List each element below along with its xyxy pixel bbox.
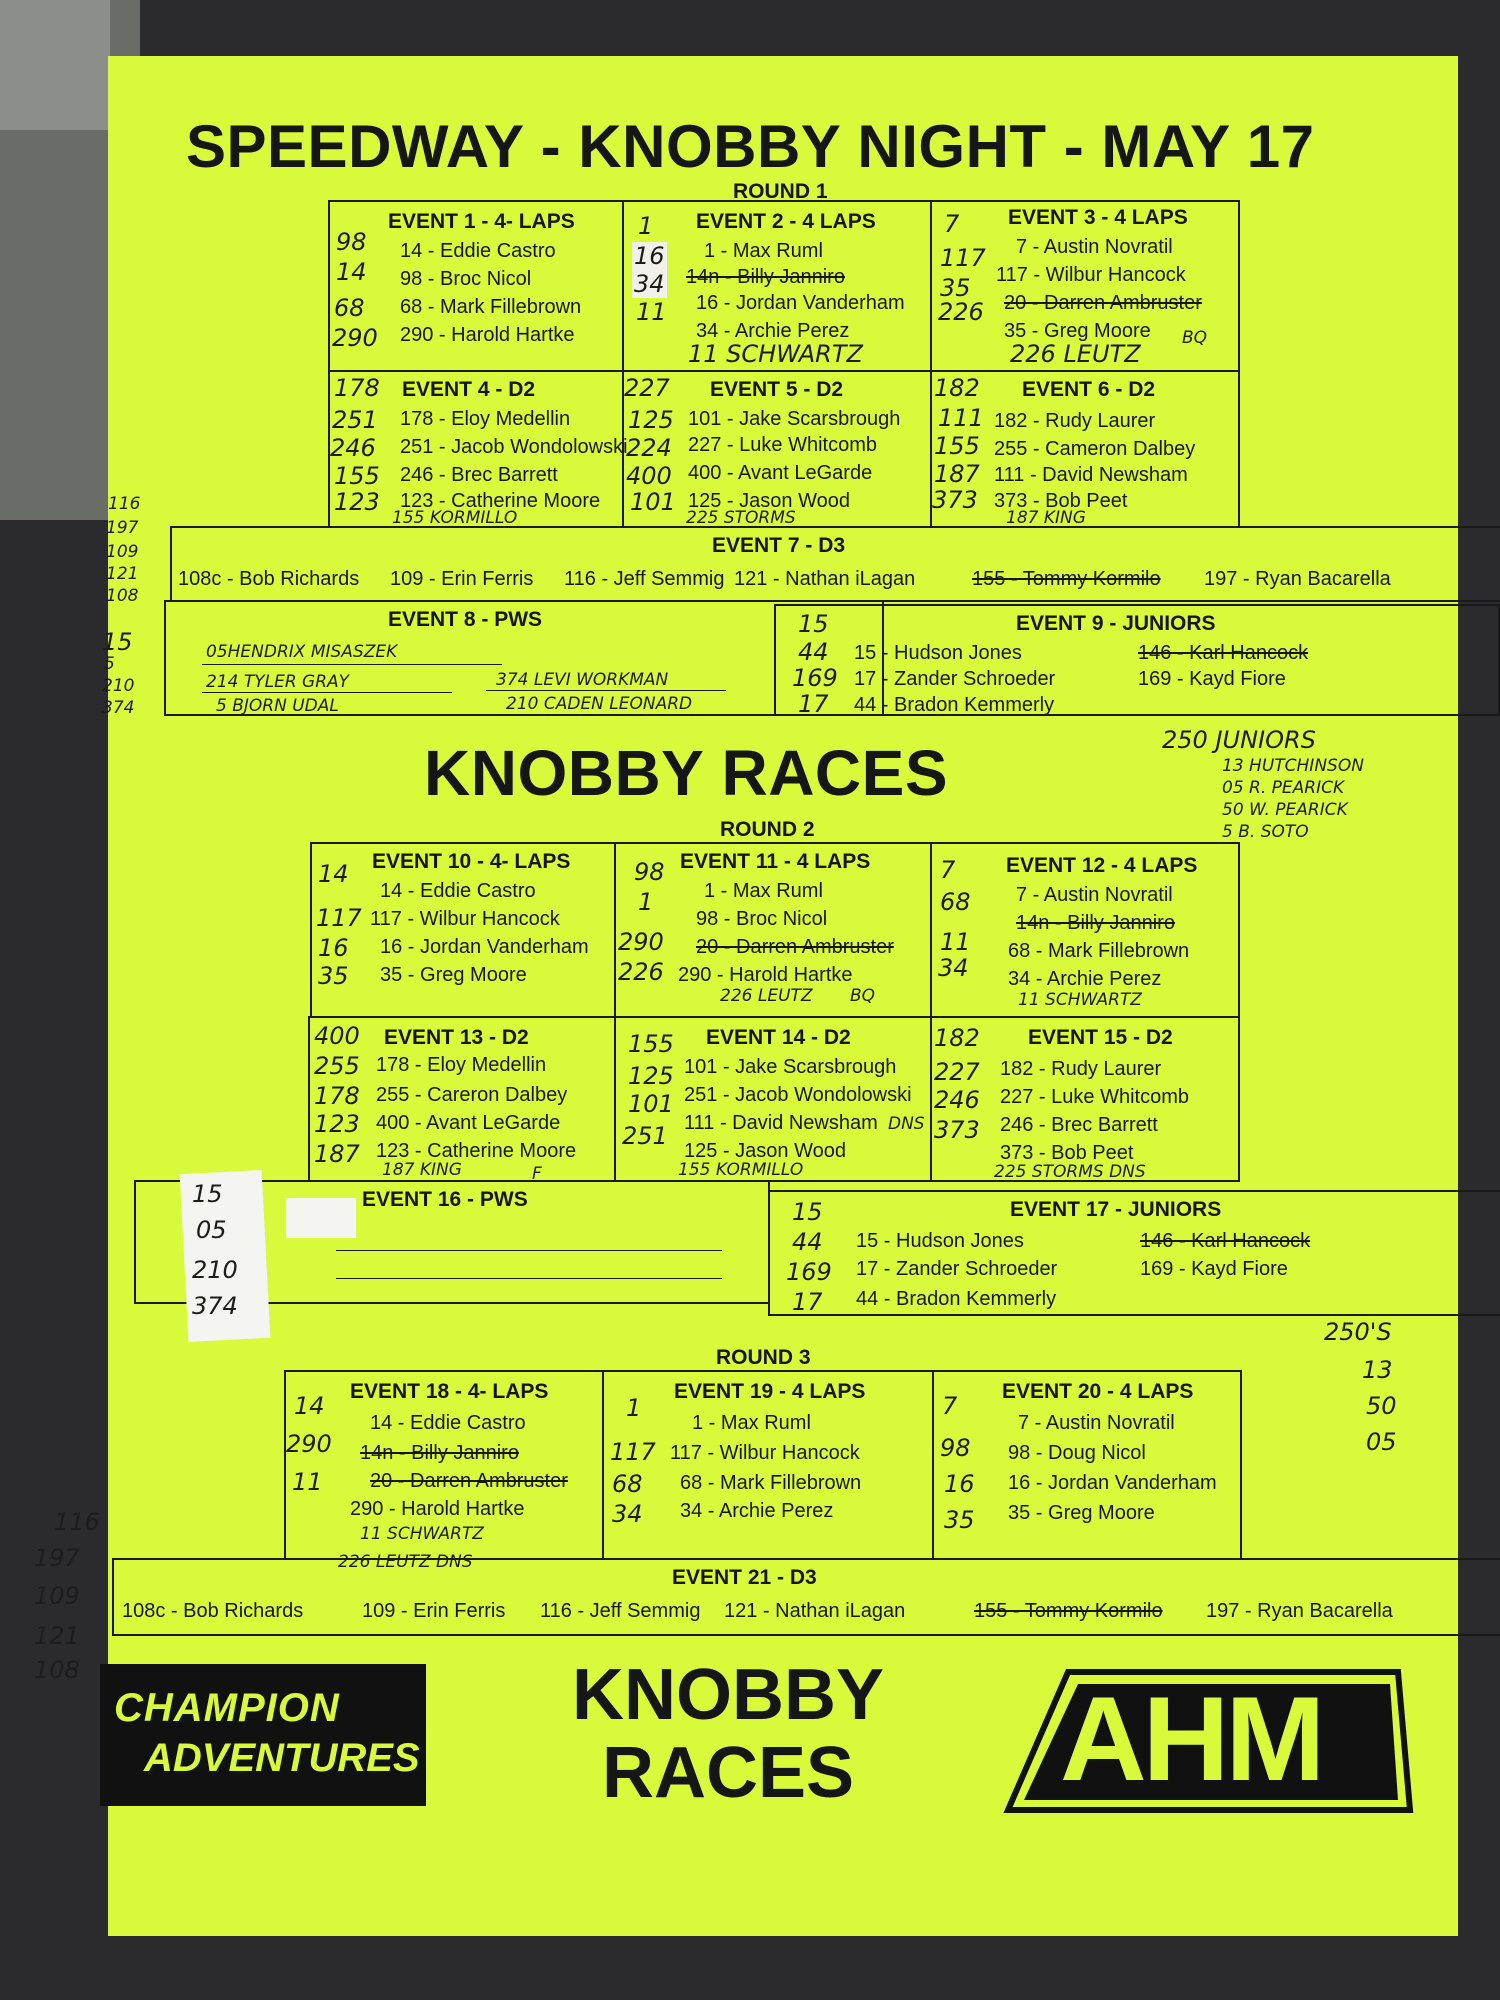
event-11-rider-scratched: 20 - Darren Ambruster: [696, 936, 894, 958]
champion-adventures-logo-line2: ADVENTURES: [144, 1736, 420, 1780]
section-title: KNOBBY RACES: [424, 737, 948, 809]
event-13-title: EVENT 13 - D2: [384, 1026, 529, 1049]
event-16-handwritten: 210: [192, 1256, 238, 1284]
event-7-rider: 116 - Jeff Semmig: [564, 568, 725, 590]
event-7-title: EVENT 7 - D3: [712, 534, 846, 557]
background-deck: [0, 0, 110, 130]
event-17-box: [768, 1190, 1500, 1316]
event-6-rider: 182 - Rudy Laurer: [994, 410, 1156, 432]
event-7-rider: 121 - Nathan iLagan: [734, 568, 916, 590]
event-17-handwritten: 17: [792, 1288, 823, 1316]
event-16-handwritten: 15: [192, 1180, 223, 1208]
event-13-rider: 255 - Careron Dalbey: [376, 1084, 568, 1106]
event-1-box: [328, 200, 624, 372]
event-12-handwritten: 68: [940, 888, 971, 916]
event-13-handwritten: 255: [314, 1052, 360, 1080]
event-1-handwritten: 290: [332, 324, 378, 352]
event-9-rider: 17 - Zander Schroeder: [854, 668, 1056, 690]
event-18-title: EVENT 18 - 4- LAPS: [350, 1380, 549, 1403]
event-11-box: [614, 842, 932, 1018]
event-11-handwritten: 98: [634, 858, 665, 886]
event-2-handwritten: 16: [634, 242, 665, 270]
event-2-rider: 16 - Jordan Vanderham: [696, 292, 905, 314]
event-14-box: [614, 1016, 932, 1182]
event-1-rider: 68 - Mark Fillebrown: [400, 296, 582, 318]
event-20-handwritten: 16: [944, 1470, 975, 1498]
event-17-handwritten: 169: [786, 1258, 832, 1286]
event-15-title: EVENT 15 - D2: [1028, 1026, 1173, 1049]
event-12-title: EVENT 12 - 4 LAPS: [1006, 854, 1198, 877]
event-11-handwritten: 226: [618, 958, 664, 986]
event-8-title: EVENT 8 - PWS: [388, 608, 543, 631]
event-21-margin-number: 109: [34, 1582, 80, 1610]
footer-title-line1: KNOBBY: [571, 1655, 884, 1735]
event-6-rider: 111 - David Newsham: [994, 464, 1188, 486]
event-7-margin-number: 108: [106, 586, 139, 606]
round-2-label: ROUND 2: [720, 818, 815, 841]
event-21-rider: 116 - Jeff Semmig: [540, 1600, 701, 1622]
event-4-handwritten: 178: [334, 374, 380, 402]
event-6-rider: 373 - Bob Peet: [994, 490, 1128, 512]
event-5-rider: 227 - Luke Whitcomb: [688, 434, 877, 456]
event-13-handwritten: 400: [314, 1022, 360, 1050]
event-19-handwritten: 117: [610, 1438, 656, 1466]
event-20-rider: 98 - Doug Nicol: [1008, 1442, 1146, 1464]
event-9-rider: 44 - Bradon Kemmerly: [854, 694, 1055, 716]
event-21-rider-scratched: 155 - Tommy Kormilo: [974, 1600, 1163, 1622]
event-10-rider: 14 - Eddie Castro: [380, 880, 536, 902]
event-2-rider-scratched: 14n - Billy Janniro: [686, 266, 845, 288]
event-20-box: [932, 1370, 1242, 1560]
event-5-rider: 125 - Jason Wood: [688, 490, 850, 512]
juniors-count-note: 13: [1362, 1356, 1393, 1384]
event-5-handwritten: 400: [626, 462, 672, 490]
event-10-handwritten: 16: [318, 934, 349, 962]
event-14-rider: 101 - Jake Scarsbrough: [684, 1056, 897, 1078]
event-6-handwritten: 155: [934, 432, 980, 460]
round-3-label: ROUND 3: [716, 1346, 811, 1369]
event-1-rider: 98 - Broc Nicol: [400, 268, 532, 290]
event-1-handwritten: 68: [334, 294, 365, 322]
event-7-rider-scratched: 155 - Tommy Kormilo: [972, 568, 1161, 590]
event-21-rider: 197 - Ryan Bacarella: [1206, 1600, 1393, 1622]
event-15-rider: 246 - Brec Barrett: [1000, 1114, 1158, 1136]
event-1-rider: 14 - Eddie Castro: [400, 240, 556, 262]
event-13-note: F: [532, 1164, 542, 1184]
event-21-title: EVENT 21 - D3: [672, 1566, 817, 1589]
event-20-rider: 16 - Jordan Vanderham: [1008, 1472, 1217, 1494]
event-21-margin-number: 116: [54, 1508, 100, 1536]
juniors-note-line: 250 JUNIORS: [1162, 726, 1316, 754]
event-9-rider: 15 - Hudson Jones: [854, 642, 1022, 664]
event-4-handwritten: 155: [334, 462, 380, 490]
event-4-rider: 251 - Jacob Wondolowski: [400, 436, 628, 458]
event-14-handwritten: 251: [622, 1122, 668, 1150]
event-3-rider-scratched: 20 - Darren Ambruster: [1004, 292, 1202, 314]
event-12-handwritten: 7: [940, 856, 956, 884]
event-18-added-rider: 11 SCHWARTZ: [360, 1524, 484, 1544]
event-1-title: EVENT 1 - 4- LAPS: [388, 210, 575, 233]
event-8-handwritten-rider: 374 LEVI WORKMAN: [496, 670, 669, 690]
event-3-handwritten: 35: [940, 274, 971, 302]
event-21-margin-number: 108: [34, 1656, 80, 1684]
event-5-handwritten: 224: [626, 434, 672, 462]
event-14-rider: 111 - David Newsham: [684, 1112, 878, 1134]
ahm-logo-text: AHM: [1060, 1672, 1322, 1806]
event-6-handwritten: 187: [934, 460, 980, 488]
event-8-handwritten-rider: 210 CADEN LEONARD: [506, 694, 693, 714]
event-12-rider: 34 - Archie Perez: [1008, 968, 1162, 990]
event-3-title: EVENT 3 - 4 LAPS: [1008, 206, 1188, 229]
event-20-title: EVENT 20 - 4 LAPS: [1002, 1380, 1194, 1403]
flyer-sheet: [34, 56, 1458, 1936]
event-1-rider: 290 - Harold Hartke: [400, 324, 575, 346]
event-15-rider: 182 - Rudy Laurer: [1000, 1058, 1162, 1080]
event-14-handwritten: 101: [628, 1090, 674, 1118]
event-15-box: [930, 1016, 1240, 1182]
event-17-handwritten: 15: [792, 1198, 823, 1226]
event-16-entry-line: [486, 1278, 722, 1279]
event-19-rider: 1 - Max Ruml: [692, 1412, 811, 1434]
event-11-handwritten: 290: [618, 928, 664, 956]
event-4-handwritten: 123: [334, 488, 380, 516]
event-13-handwritten: 123: [314, 1110, 360, 1138]
event-11-handwritten: 1: [638, 888, 654, 916]
event-13-handwritten: 178: [314, 1082, 360, 1110]
event-8-entry-line: [202, 692, 452, 693]
event-11-rider: 1 - Max Ruml: [704, 880, 823, 902]
event-1-handwritten: 98: [336, 228, 367, 256]
event-2-title: EVENT 2 - 4 LAPS: [696, 210, 876, 233]
event-2-handwritten: 11: [636, 298, 667, 326]
event-15-handwritten: 246: [934, 1086, 980, 1114]
event-19-title: EVENT 19 - 4 LAPS: [674, 1380, 866, 1403]
event-11-added-rider: 226 LEUTZ: [720, 986, 813, 1006]
event-7-margin-number: 109: [106, 542, 139, 562]
event-8-entry-line: [486, 690, 726, 691]
event-20-handwritten: 7: [942, 1392, 958, 1420]
event-11-note: BQ: [850, 986, 876, 1006]
champion-adventures-logo-line1: CHAMPION: [114, 1686, 340, 1730]
event-5-rider: 101 - Jake Scarsbrough: [688, 408, 901, 430]
event-11-rider: 290 - Harold Hartke: [678, 964, 853, 986]
event-4-title: EVENT 4 - D2: [402, 378, 536, 401]
event-16-tape: [286, 1198, 356, 1238]
event-15-rider: 227 - Luke Whitcomb: [1000, 1086, 1189, 1108]
event-9-handwritten: 44: [798, 638, 829, 666]
event-18-handwritten: 11: [292, 1468, 323, 1496]
event-2-rider: 34 - Archie Perez: [696, 320, 850, 342]
event-5-added-rider: 225 STORMS: [686, 508, 796, 528]
event-4-handwritten: 246: [330, 434, 376, 462]
event-14-title: EVENT 14 - D2: [706, 1026, 851, 1049]
event-4-rider: 123 - Catherine Moore: [400, 490, 601, 512]
event-14-handwritten: 125: [628, 1062, 674, 1090]
event-6-handwritten: 111: [938, 404, 984, 432]
event-5-handwritten: 227: [624, 374, 670, 402]
event-19-box: [602, 1370, 934, 1560]
event-8-margin-number: 374: [102, 698, 135, 718]
juniors-note-line: 50 W. PEARICK: [1222, 800, 1348, 820]
event-10-title: EVENT 10 - 4- LAPS: [372, 850, 571, 873]
event-12-rider: 7 - Austin Novratil: [1016, 884, 1173, 906]
event-4-box: [328, 370, 628, 528]
event-21-margin-number: 197: [34, 1544, 80, 1572]
event-6-added-rider: 187 KING: [1006, 508, 1086, 528]
event-17-rider: 15 - Hudson Jones: [856, 1230, 1024, 1252]
event-3-handwritten: 226: [938, 298, 984, 326]
event-17-rider-scratched: 146 - Karl Hancock: [1140, 1230, 1311, 1252]
event-15-rider: 373 - Bob Peet: [1000, 1142, 1134, 1164]
event-17-rider: 17 - Zander Schroeder: [856, 1258, 1058, 1280]
event-19-handwritten: 1: [626, 1394, 642, 1422]
event-19-rider: 117 - Wilbur Hancock: [670, 1442, 860, 1464]
event-11-rider: 98 - Broc Nicol: [696, 908, 828, 930]
event-5-rider: 400 - Avant LeGarde: [688, 462, 873, 484]
event-16-entry-line: [336, 1250, 496, 1251]
event-16-entry-line: [336, 1278, 496, 1279]
event-13-box: [308, 1016, 616, 1182]
event-15-handwritten: 182: [934, 1024, 980, 1052]
event-17-handwritten: 44: [792, 1228, 823, 1256]
event-15-added-rider: 225 STORMS DNS: [994, 1162, 1146, 1182]
juniors-count-note: 250'S: [1324, 1318, 1392, 1346]
event-10-rider: 117 - Wilbur Hancock: [370, 908, 560, 930]
event-16-handwritten: 374: [192, 1292, 238, 1320]
event-13-added-rider: 187 KING: [382, 1160, 462, 1180]
event-20-rider: 35 - Greg Moore: [1008, 1502, 1155, 1524]
juniors-count-note: 50: [1366, 1392, 1397, 1420]
event-21-box: [112, 1558, 1500, 1636]
event-17-rider: 169 - Kayd Fiore: [1140, 1258, 1288, 1280]
event-3-added-rider: 226 LEUTZ: [1010, 340, 1141, 368]
event-9-title: EVENT 9 - JUNIORS: [1016, 612, 1216, 635]
event-17-rider: 44 - Bradon Kemmerly: [856, 1288, 1057, 1310]
event-3-handwritten: 117: [940, 244, 986, 272]
event-2-box: [622, 200, 932, 372]
event-3-rider: 7 - Austin Novratil: [1016, 236, 1173, 258]
event-13-handwritten: 187: [314, 1140, 360, 1168]
event-1-handwritten: 14: [336, 258, 367, 286]
event-7-margin-number: 116: [108, 494, 141, 514]
event-5-box: [622, 370, 932, 528]
event-14-added-rider: 155 KORMILLO: [678, 1160, 804, 1180]
event-6-box: [930, 370, 1240, 528]
page-title: SPEEDWAY - KNOBBY NIGHT - MAY 17: [186, 113, 1315, 180]
event-6-handwritten: 373: [932, 486, 978, 514]
event-10-handwritten: 35: [318, 962, 349, 990]
event-18-added-rider: 226 LEUTZ DNS: [338, 1552, 473, 1572]
event-10-rider: 35 - Greg Moore: [380, 964, 527, 986]
event-2-handwritten: 1: [638, 212, 654, 240]
event-12-rider-scratched: 14n - Billy Janniro: [1016, 912, 1175, 934]
event-16-entry-line: [486, 1250, 722, 1251]
event-6-rider: 255 - Cameron Dalbey: [994, 438, 1196, 460]
footer-title: [548, 1656, 908, 1812]
event-10-handwritten: 14: [318, 860, 349, 888]
event-21-rider: 121 - Nathan iLagan: [724, 1600, 906, 1622]
ahm-logo: [998, 1660, 1418, 1820]
event-12-box: [930, 842, 1240, 1018]
event-19-handwritten: 34: [612, 1500, 643, 1528]
event-9-handwritten: 17: [798, 690, 829, 718]
event-7-rider: 197 - Ryan Bacarella: [1204, 568, 1391, 590]
event-20-rider: 7 - Austin Novratil: [1018, 1412, 1175, 1434]
event-15-handwritten: 373: [934, 1116, 980, 1144]
event-18-handwritten: 290: [286, 1430, 332, 1458]
event-6-handwritten: 182: [934, 374, 980, 402]
event-16-handwritten: 05: [196, 1216, 227, 1244]
event-8-margin-number: 210: [102, 676, 135, 696]
champion-adventures-logo: [100, 1664, 426, 1806]
event-18-rider-scratched: 14n - Billy Janniro: [360, 1442, 519, 1464]
event-14-rider: 125 - Jason Wood: [684, 1140, 846, 1162]
event-18-handwritten: 14: [294, 1392, 325, 1420]
event-18-rider: 290 - Harold Hartke: [350, 1498, 525, 1520]
event-10-handwritten: 117: [316, 904, 362, 932]
event-14-dns-note: DNS: [888, 1114, 925, 1134]
event-17-title: EVENT 17 - JUNIORS: [1010, 1198, 1222, 1221]
event-13-rider: 178 - Eloy Medellin: [376, 1054, 547, 1076]
event-18-rider-scratched: 20 - Darren Ambruster: [370, 1470, 568, 1492]
event-13-rider: 400 - Avant LeGarde: [376, 1112, 561, 1134]
event-8-margin-number: 15: [102, 628, 133, 656]
event-18-rider: 14 - Eddie Castro: [370, 1412, 526, 1434]
event-3-note: BQ: [1182, 328, 1208, 348]
juniors-note-line: 05 R. PEARICK: [1222, 778, 1345, 798]
juniors-count-note: 05: [1366, 1428, 1397, 1456]
event-7-margin-number: 197: [106, 518, 139, 538]
event-5-handwritten: 125: [628, 406, 674, 434]
event-3-rider: 117 - Wilbur Hancock: [996, 264, 1186, 286]
event-3-box: [930, 200, 1240, 372]
event-16-title: EVENT 16 - PWS: [362, 1188, 528, 1211]
event-7-margin-number: 121: [106, 564, 139, 584]
event-15-handwritten: 227: [934, 1058, 980, 1086]
event-4-rider: 178 - Eloy Medellin: [400, 408, 571, 430]
event-7-rider: 109 - Erin Ferris: [390, 568, 534, 590]
event-4-added-rider: 155 KORMILLO: [392, 508, 518, 528]
event-6-title: EVENT 6 - D2: [1022, 378, 1156, 401]
event-9-box: [774, 604, 1500, 716]
event-4-rider: 246 - Brec Barrett: [400, 464, 558, 486]
event-13-rider: 123 - Catherine Moore: [376, 1140, 577, 1162]
event-9-rider-scratched: 146 - Karl Hancock: [1138, 642, 1309, 664]
event-19-handwritten: 68: [612, 1470, 643, 1498]
event-5-handwritten: 101: [630, 488, 676, 516]
event-8-handwritten-rider: 214 TYLER GRAY: [206, 672, 350, 692]
footer-title-line2: RACES: [601, 1733, 855, 1813]
event-20-handwritten: 98: [940, 1434, 971, 1462]
event-2-rider: 1 - Max Ruml: [704, 240, 823, 262]
event-21-rider: 108c - Bob Richards: [122, 1600, 304, 1622]
event-12-handwritten: 34: [938, 954, 969, 982]
round-1-label: ROUND 1: [733, 180, 828, 203]
event-10-rider: 16 - Jordan Vanderham: [380, 936, 589, 958]
event-2-handwritten: 34: [634, 270, 665, 298]
event-5-title: EVENT 5 - D2: [710, 378, 844, 401]
event-12-added-rider: 11 SCHWARTZ: [1018, 990, 1142, 1010]
event-4-handwritten: 251: [332, 406, 378, 434]
event-8-handwritten-rider: 5 BJORN UDAL: [216, 696, 339, 716]
event-21-margin-number: 121: [34, 1622, 80, 1650]
event-12-rider: 68 - Mark Fillebrown: [1008, 940, 1190, 962]
event-12-handwritten: 11: [940, 928, 971, 956]
event-14-handwritten: 155: [628, 1030, 674, 1058]
event-11-title: EVENT 11 - 4 LAPS: [680, 850, 871, 873]
event-7-rider: 108c - Bob Richards: [178, 568, 360, 590]
event-9-rider: 169 - Kayd Fiore: [1138, 668, 1286, 690]
event-3-handwritten: 7: [944, 210, 960, 238]
event-9-handwritten: 15: [798, 610, 829, 638]
juniors-note-line: 5 B. SOTO: [1222, 822, 1309, 842]
event-19-rider: 34 - Archie Perez: [680, 1500, 834, 1522]
event-19-rider: 68 - Mark Fillebrown: [680, 1472, 862, 1494]
event-8-handwritten-rider: 05HENDRIX MISASZEK: [206, 642, 398, 662]
event-21-rider: 109 - Erin Ferris: [362, 1600, 506, 1622]
event-8-entry-line: [202, 664, 502, 665]
event-14-rider: 251 - Jacob Wondolowski: [684, 1084, 912, 1106]
event-7-box: [170, 526, 1500, 602]
event-2-added-rider: 11 SCHWARTZ: [688, 340, 863, 368]
event-20-handwritten: 35: [944, 1506, 975, 1534]
event-3-rider: 35 - Greg Moore: [1004, 320, 1151, 342]
event-18-box: [284, 1370, 604, 1560]
event-9-handwritten: 169: [792, 664, 838, 692]
event-8-margin-number: 5: [104, 654, 115, 674]
event-10-box: [310, 842, 616, 1018]
juniors-note-line: 13 HUTCHINSON: [1222, 756, 1364, 776]
